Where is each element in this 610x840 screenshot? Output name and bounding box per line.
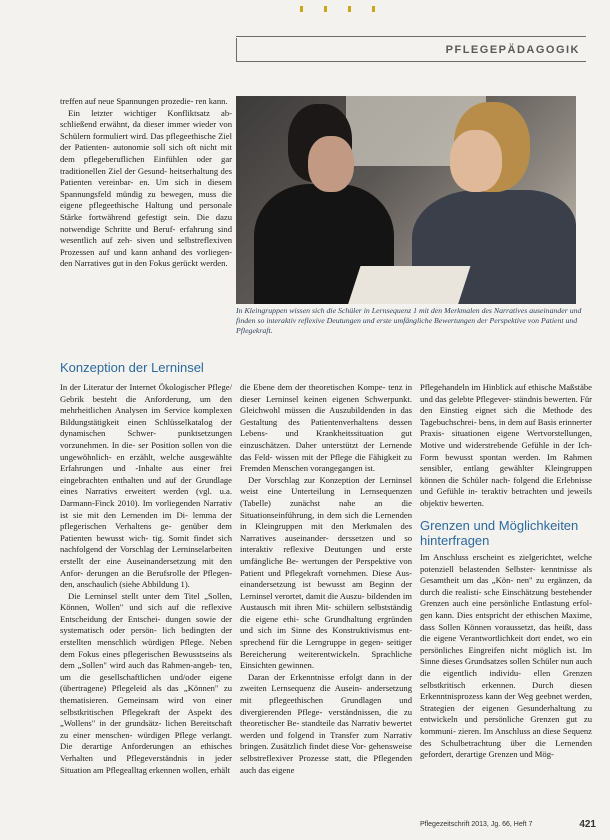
- page-footer: [420, 818, 596, 830]
- paragraph: Daran der Erkenntnisse erfolgt dann in der zweiten Lernsequenz die Ausein- andersetzung mit pflegeethischen Grundlagen und divergierenden Pflege- verständnissen, die zu theoretischer Be- standteile das Narrativ bewertet werden und folgend in Transfer zum Narrativ bringen. Zusätzlich findet diese Vor- gehensweise selbstreflexiver Prozesse statt, die Pflegenden auch das eigene: [240, 671, 412, 775]
- section-label: PFLEGEPÄDAGOGIK: [445, 43, 580, 56]
- journal-citation: Pflegezeitschrift 2013, Jg. 66, Heft 7: [420, 820, 533, 828]
- paragraph: Pflegehandeln im Hinblick auf ethische Maßstäbe und das gelebte Pflegever- ständnis bewerten. Für den Einstieg eignet sich die Methode des Tagebuchschrei- bens, in dem auf Basis erinnerter Praxis- situationen eigene Wertvorstellungen, Motive und widerstrebende Gefühle in der Ich-Form bewusst spontan werden. Im Rahmen sensibler, entlang gewählter Kleingruppen können die Schüler nach- folgend die Erlebnisse und Gefühle in- teraktiv betrachten und jeweils objektiv bewerten.: [420, 382, 592, 508]
- column-2: [240, 382, 412, 776]
- column-1: [60, 382, 232, 776]
- paragraph: Im Anschluss erscheint es zielgerichtet, welche potenziell belastenden Selbster- kenntnisse als Gesamtheit um das „Kön- nen" zu ergänzen, da durch die realisti- sche Einschätzung bestehender Grenzen auch eine persönliche Entlastung erfol- gen kann. Dies entspricht der ethischen Maxime, dass Sollen Können voraussetzt, das heißt, dass die eigene Verantwortlichkeit dort endet, wo ein persönliches Eingreifen nicht möglich ist. Im Sinne dieses Grundsatzes sollen Schüler nun auch die eigentlich individu- ellen Grenzen selbstkritisch erkennen. Durch diesen Erkenntnisprozess kann der Weg geebnet werden, Strategien der eigenen Gesunderhaltung zu entwickeln und persönliche Grenzen gut zu kommuni- zieren. Im Anschluss an diese Sequenz des Schulbetrachtung über die Lernenden gefordert, derartige Grenzen und Mög-: [420, 552, 592, 760]
- paragraph: Ein letzter wichtiger Konfliktsatz ab- schließend erwähnt, da dieser immer wieder von Schülern formuliert wird. Das pflegeethische Ziel der Patienten- autonomie soll sich oft nicht mit dem pflegeberuflichen Einfühlen oder gar traditionellen Ziel der Gesund- heitserhaltung des Patienten vereinbar- en. Um sich in diesem Spannungsfeld mündig zu bewegen, muss die eigene pflegeethische Haltung und personale Stärke fortwährend gefestigt sein. Die dazu notwendige Schritte und Beruf- erfahrung sind wesentlich auf zeh- siven und selbstreflexiven Prozessen auf und kann anhand des vorliegen- den Narratives gut in den Fokus gerückt werden.: [60, 107, 232, 269]
- column-3: [420, 552, 592, 761]
- paragraph: die Ebene dem der theoretischen Kompe- tenz in dieser Lerninsel keinen eigenen Schwerpunkt. Gleichwohl müssen die Auszubildenden in das Gestaltung des Patientenverhaltens dessen Lebens- und Krankheitssituation gut einzuschätzen. Daher unterstützt der Lernende das Feld- wissen mit der Pflege die Fähigkeit zu Fremden Menschen vorangegangen ist.: [240, 382, 412, 474]
- photo-caption: In Kleingruppen wissen sich die Schüler in Lernsequenz 1 mit den Merkmalen des Narratives auseinander und finden so interaktiv reflexive Deutungen und erste umfängliche Bewertungen der Perspektive von Patient und Pflegekraft.: [236, 306, 582, 335]
- paragraph: Die Lerninsel stellt unter dem Titel „Sollen, Können, Wollen" und sich auf die reflexive Entscheidung der Entschei- dungen sowie der systematisch oder persön- lich bedingten der erstellten menschlich würdigen Pflege. Neben dem Fokus eines pflegerischen Bewusstseins als dem „Sollen" wird auch das Rahmen-angeb- ten, um die gesellschaftlichen und/oder eigene (übertragene) Pflegeleid als das „Können" zu thematisieren. Gemeinsam wird von einer selbstkritischen Pflegekraft der Aspekt des „Wollens" in der grundsätz- lichen Bereitschaft zu einer menschen- würdigen Pflege verlangt. Die derartige Anforderungen an ethisches Verhalten und Pflegeverständnis in jeder Situation am Pflegealltag erkennen wollen, erhält: [60, 590, 232, 775]
- page-number: 421: [579, 818, 596, 830]
- article-photo: [236, 96, 576, 304]
- photo-paper: [348, 266, 471, 304]
- subheading-grenzen: Grenzen und Möglichkeiten hinterfragen: [420, 518, 579, 548]
- photo-face: [450, 130, 502, 192]
- photo-face: [308, 136, 354, 192]
- print-registration-marks: [300, 6, 380, 12]
- section-header: [236, 38, 586, 62]
- subheading-konzeption: Konzeption der Lerninsel: [60, 360, 204, 375]
- paragraph: treffen auf neue Spannungen prozedie- ren kann.: [60, 96, 228, 106]
- column-1-top: [60, 96, 232, 270]
- paragraph: Der Vorschlag zur Konzeption der Lerninsel weist eine Unterteilung in Lernsequenzen (Tabelle) zunächst nahe an die Situationseinführung, in dem sich die Lernenden in Kleingruppen mit den Merkmalen des Narratives auseinander- derssetzen und so interaktiv reflexive Deutungen und erste umfängliche Be- wertungen der Perspektive von Patient und Pflegekraft vornehmen. Diese Aus- einandersetzung ist bewusst am Beginn der Lerninsel verortet, damit die Auszu- bildenden im Austausch mit ihren Mit- schülern selbstständig die eigene ethi- sche Grundhaltung ergründen und sich im Sinne des Konstruktivismus ent- sprechend für die Lerngruppe in gegen- seitiger Bereicherung weiterentwickeln. Sprachliche Einsichten gewinnen.: [240, 474, 412, 671]
- paragraph: In der Literatur der Internet Ökologischer Pflege/ Gebrik besteht die Anforderung, um den mehrheitlichen Analysen im Service komplexen Bildungstätigkeit einen Schlüsselkatalog der dynamischen Schwer- punktsetzungen vorzunehmen. In die- ser Position sollen von die ungewöhnlich- en erzählt, welche ausgewählte Erfahrungen und -Inhalte aus einer frei eingebrachten enthalten und auf der Grundlage eines Narrativs erweitert werden (vgl. u.a. Darmann-Finck 2010). Im vorliegenden Narrativ ist sie mit den Lernenden im Di- lemma der pflegerischen Verhaltens ge- genüber dem Patienten bewusst wich- tig. Somit findet sich nachfolgend der Vorschlag der Lerninselarbeiten erstellt der eine Auseinandersetzung mit den Anfor- derungen an die Berufsrolle der Pflegen- den, anschaulich (siehe Abbildung 1).: [60, 382, 232, 590]
- header-rule: [236, 36, 586, 37]
- column-3-top: [420, 382, 592, 510]
